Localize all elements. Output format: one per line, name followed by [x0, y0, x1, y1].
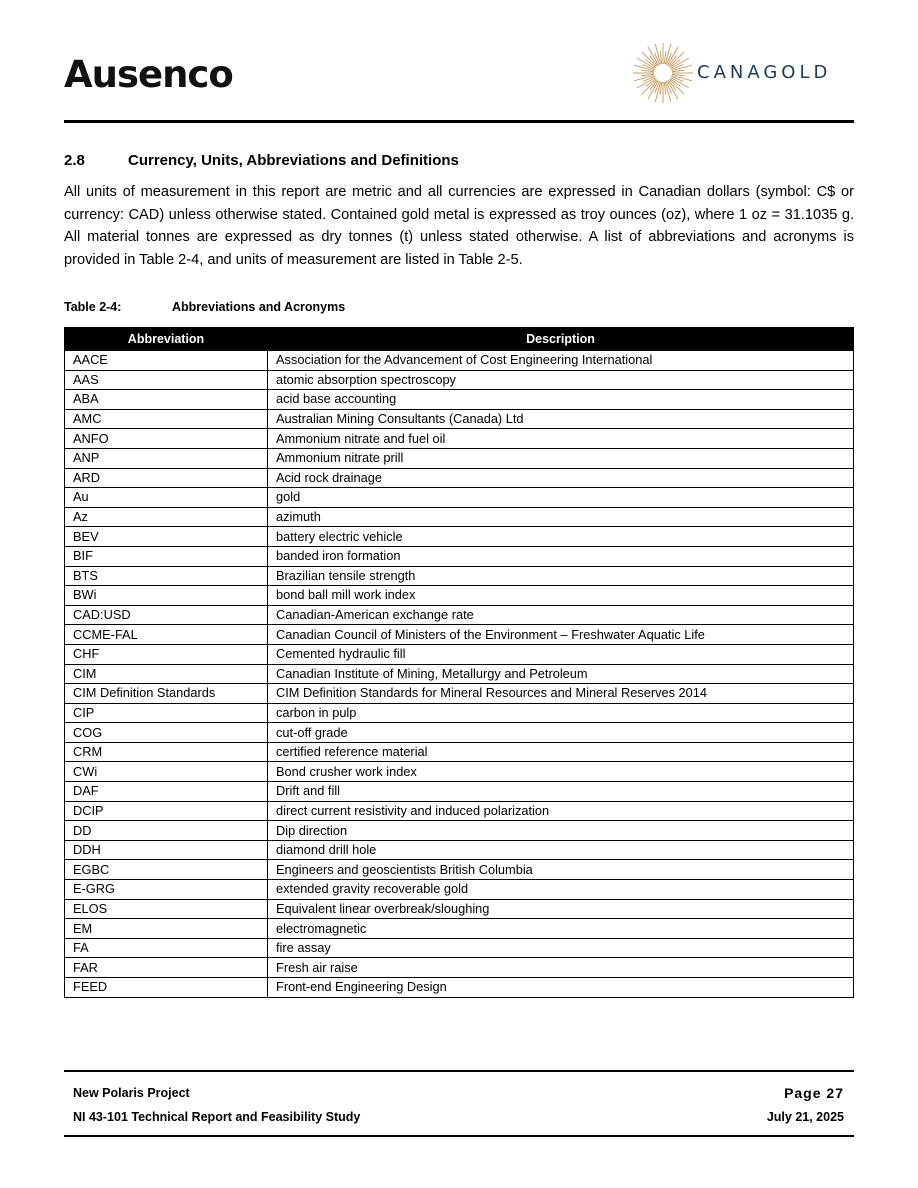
table-row [65, 684, 854, 704]
table-row [65, 351, 854, 371]
table-row [65, 429, 854, 449]
description-cell: Fresh air raise [268, 958, 854, 978]
abbreviation-cell: EGBC [65, 860, 268, 880]
table-row [65, 625, 854, 645]
table-row [65, 723, 854, 743]
abbreviation-cell: EM [65, 919, 268, 939]
description-cell: Front-end Engineering Design [268, 978, 854, 998]
abbreviation-cell: ANP [65, 448, 268, 468]
footer-project: New Polaris Project [73, 1086, 190, 1100]
abbreviation-cell: DAF [65, 782, 268, 802]
column-header-description: Description [268, 328, 854, 351]
abbreviation-cell: BIF [65, 546, 268, 566]
abbreviations-table [64, 327, 854, 998]
table-caption-number: Table 2-4: [64, 300, 122, 314]
abbreviation-cell: ELOS [65, 899, 268, 919]
abbreviation-cell: BTS [65, 566, 268, 586]
description-cell: extended gravity recoverable gold [268, 880, 854, 900]
description-cell: Equivalent linear overbreak/sloughing [268, 899, 854, 919]
table-row [65, 938, 854, 958]
table-row [65, 566, 854, 586]
description-cell: Ammonium nitrate and fuel oil [268, 429, 854, 449]
description-cell: Canadian-American exchange rate [268, 605, 854, 625]
table-row [65, 880, 854, 900]
description-cell: cut-off grade [268, 723, 854, 743]
table-row [65, 507, 854, 527]
canagold-logo [632, 38, 862, 108]
abbreviation-cell: BWi [65, 586, 268, 606]
abbreviation-cell: ARD [65, 468, 268, 488]
description-cell: azimuth [268, 507, 854, 527]
description-cell: fire assay [268, 938, 854, 958]
description-cell: Drift and fill [268, 782, 854, 802]
table-caption [64, 300, 345, 314]
abbreviation-cell: CAD:USD [65, 605, 268, 625]
table-row [65, 860, 854, 880]
description-cell: banded iron formation [268, 546, 854, 566]
abbreviation-cell: CIP [65, 703, 268, 723]
abbreviation-cell: CIM [65, 664, 268, 684]
description-cell: Australian Mining Consultants (Canada) Ltd [268, 409, 854, 429]
abbreviation-cell: E-GRG [65, 880, 268, 900]
abbreviation-cell: CHF [65, 644, 268, 664]
description-cell: Engineers and geoscientists British Columbia [268, 860, 854, 880]
table-row [65, 801, 854, 821]
footer-divider-top [64, 1070, 854, 1072]
abbreviation-cell: AACE [65, 351, 268, 371]
abbreviation-cell: CCME-FAL [65, 625, 268, 645]
table-row [65, 448, 854, 468]
abbreviation-cell: ANFO [65, 429, 268, 449]
table-row [65, 468, 854, 488]
table-row [65, 409, 854, 429]
ausenco-logo [64, 53, 233, 96]
abbreviation-cell: FAR [65, 958, 268, 978]
description-cell: Canadian Council of Ministers of the Environment – Freshwater Aquatic Life [268, 625, 854, 645]
description-cell: CIM Definition Standards for Mineral Resources and Mineral Reserves 2014 [268, 684, 854, 704]
table-row [65, 644, 854, 664]
description-cell: Association for the Advancement of Cost Engineering International [268, 351, 854, 371]
description-cell: bond ball mill work index [268, 586, 854, 606]
table-row [65, 782, 854, 802]
abbreviation-cell: DDH [65, 840, 268, 860]
table-row [65, 821, 854, 841]
table-row [65, 605, 854, 625]
abbreviation-cell: Az [65, 507, 268, 527]
table-row [65, 546, 854, 566]
footer-report-title: NI 43-101 Technical Report and Feasibility Study [73, 1110, 361, 1124]
description-cell: Acid rock drainage [268, 468, 854, 488]
column-header-abbreviation: Abbreviation [65, 328, 268, 351]
abbreviation-cell: CIM Definition Standards [65, 684, 268, 704]
description-cell: carbon in pulp [268, 703, 854, 723]
abbreviation-cell: CWi [65, 762, 268, 782]
table-row [65, 840, 854, 860]
table-caption-title: Abbreviations and Acronyms [172, 300, 346, 314]
description-cell: Cemented hydraulic fill [268, 644, 854, 664]
table-row [65, 527, 854, 547]
sunburst-ray [669, 79, 684, 94]
abbreviation-cell: BEV [65, 527, 268, 547]
description-cell: Brazilian tensile strength [268, 566, 854, 586]
abbreviation-cell: FEED [65, 978, 268, 998]
abbreviation-cell: CRM [65, 742, 268, 762]
abbreviation-cell: FA [65, 938, 268, 958]
table-row [65, 390, 854, 410]
description-cell: certified reference material [268, 742, 854, 762]
table-row [65, 586, 854, 606]
table-row [65, 742, 854, 762]
ausenco-logo-text: Ausenco [64, 53, 233, 96]
abbreviation-cell: ABA [65, 390, 268, 410]
sunburst-ray [669, 52, 684, 67]
description-cell: acid base accounting [268, 390, 854, 410]
abbreviation-cell: DD [65, 821, 268, 841]
header-divider [64, 120, 854, 123]
description-cell: direct current resistivity and induced polarization [268, 801, 854, 821]
description-cell: battery electric vehicle [268, 527, 854, 547]
description-cell: gold [268, 488, 854, 508]
sunburst-ray [642, 52, 657, 67]
abbreviation-cell: Au [65, 488, 268, 508]
section-heading [64, 152, 459, 169]
table-row [65, 488, 854, 508]
table-row [65, 703, 854, 723]
table-row [65, 370, 854, 390]
footer-page-number: Page 27 [784, 1085, 844, 1101]
table-row [65, 899, 854, 919]
section-number: 2.8 [64, 152, 85, 169]
section-paragraph: All units of measurement in this report are metric and all currencies are expressed in Canadian dollars (symbol: C$ or currency: CAD) unless otherwise stated. Contained gold metal is expressed as troy ounces (oz), where 1 oz = 31.1035 g. All material tonnes are expressed as dry tonnes (t) unless stated otherwise. A list of abbreviations and acronyms is provided in Table 2-4, and units of measurement are listed in Table 2-5. [64, 184, 854, 268]
table-row [65, 664, 854, 684]
description-cell: Canadian Institute of Mining, Metallurgy and Petroleum [268, 664, 854, 684]
abbreviation-cell: DCIP [65, 801, 268, 821]
sunburst-ray [642, 79, 657, 94]
abbreviation-cell: AMC [65, 409, 268, 429]
description-cell: Bond crusher work index [268, 762, 854, 782]
table-row [65, 958, 854, 978]
footer-date: July 21, 2025 [766, 1110, 844, 1124]
description-cell: Ammonium nitrate prill [268, 448, 854, 468]
sunburst-icon [632, 38, 694, 108]
description-cell: atomic absorption spectroscopy [268, 370, 854, 390]
table-header-row [65, 328, 854, 351]
abbreviation-cell: AAS [65, 370, 268, 390]
section-title: Currency, Units, Abbreviations and Definitions [128, 152, 459, 169]
table-row [65, 762, 854, 782]
description-cell: electromagnetic [268, 919, 854, 939]
table-row [65, 978, 854, 998]
canagold-logo-text: CANAGOLD [697, 62, 832, 83]
footer-divider-bottom [64, 1135, 854, 1137]
description-cell: diamond drill hole [268, 840, 854, 860]
table-row [65, 919, 854, 939]
abbreviation-cell: COG [65, 723, 268, 743]
description-cell: Dip direction [268, 821, 854, 841]
